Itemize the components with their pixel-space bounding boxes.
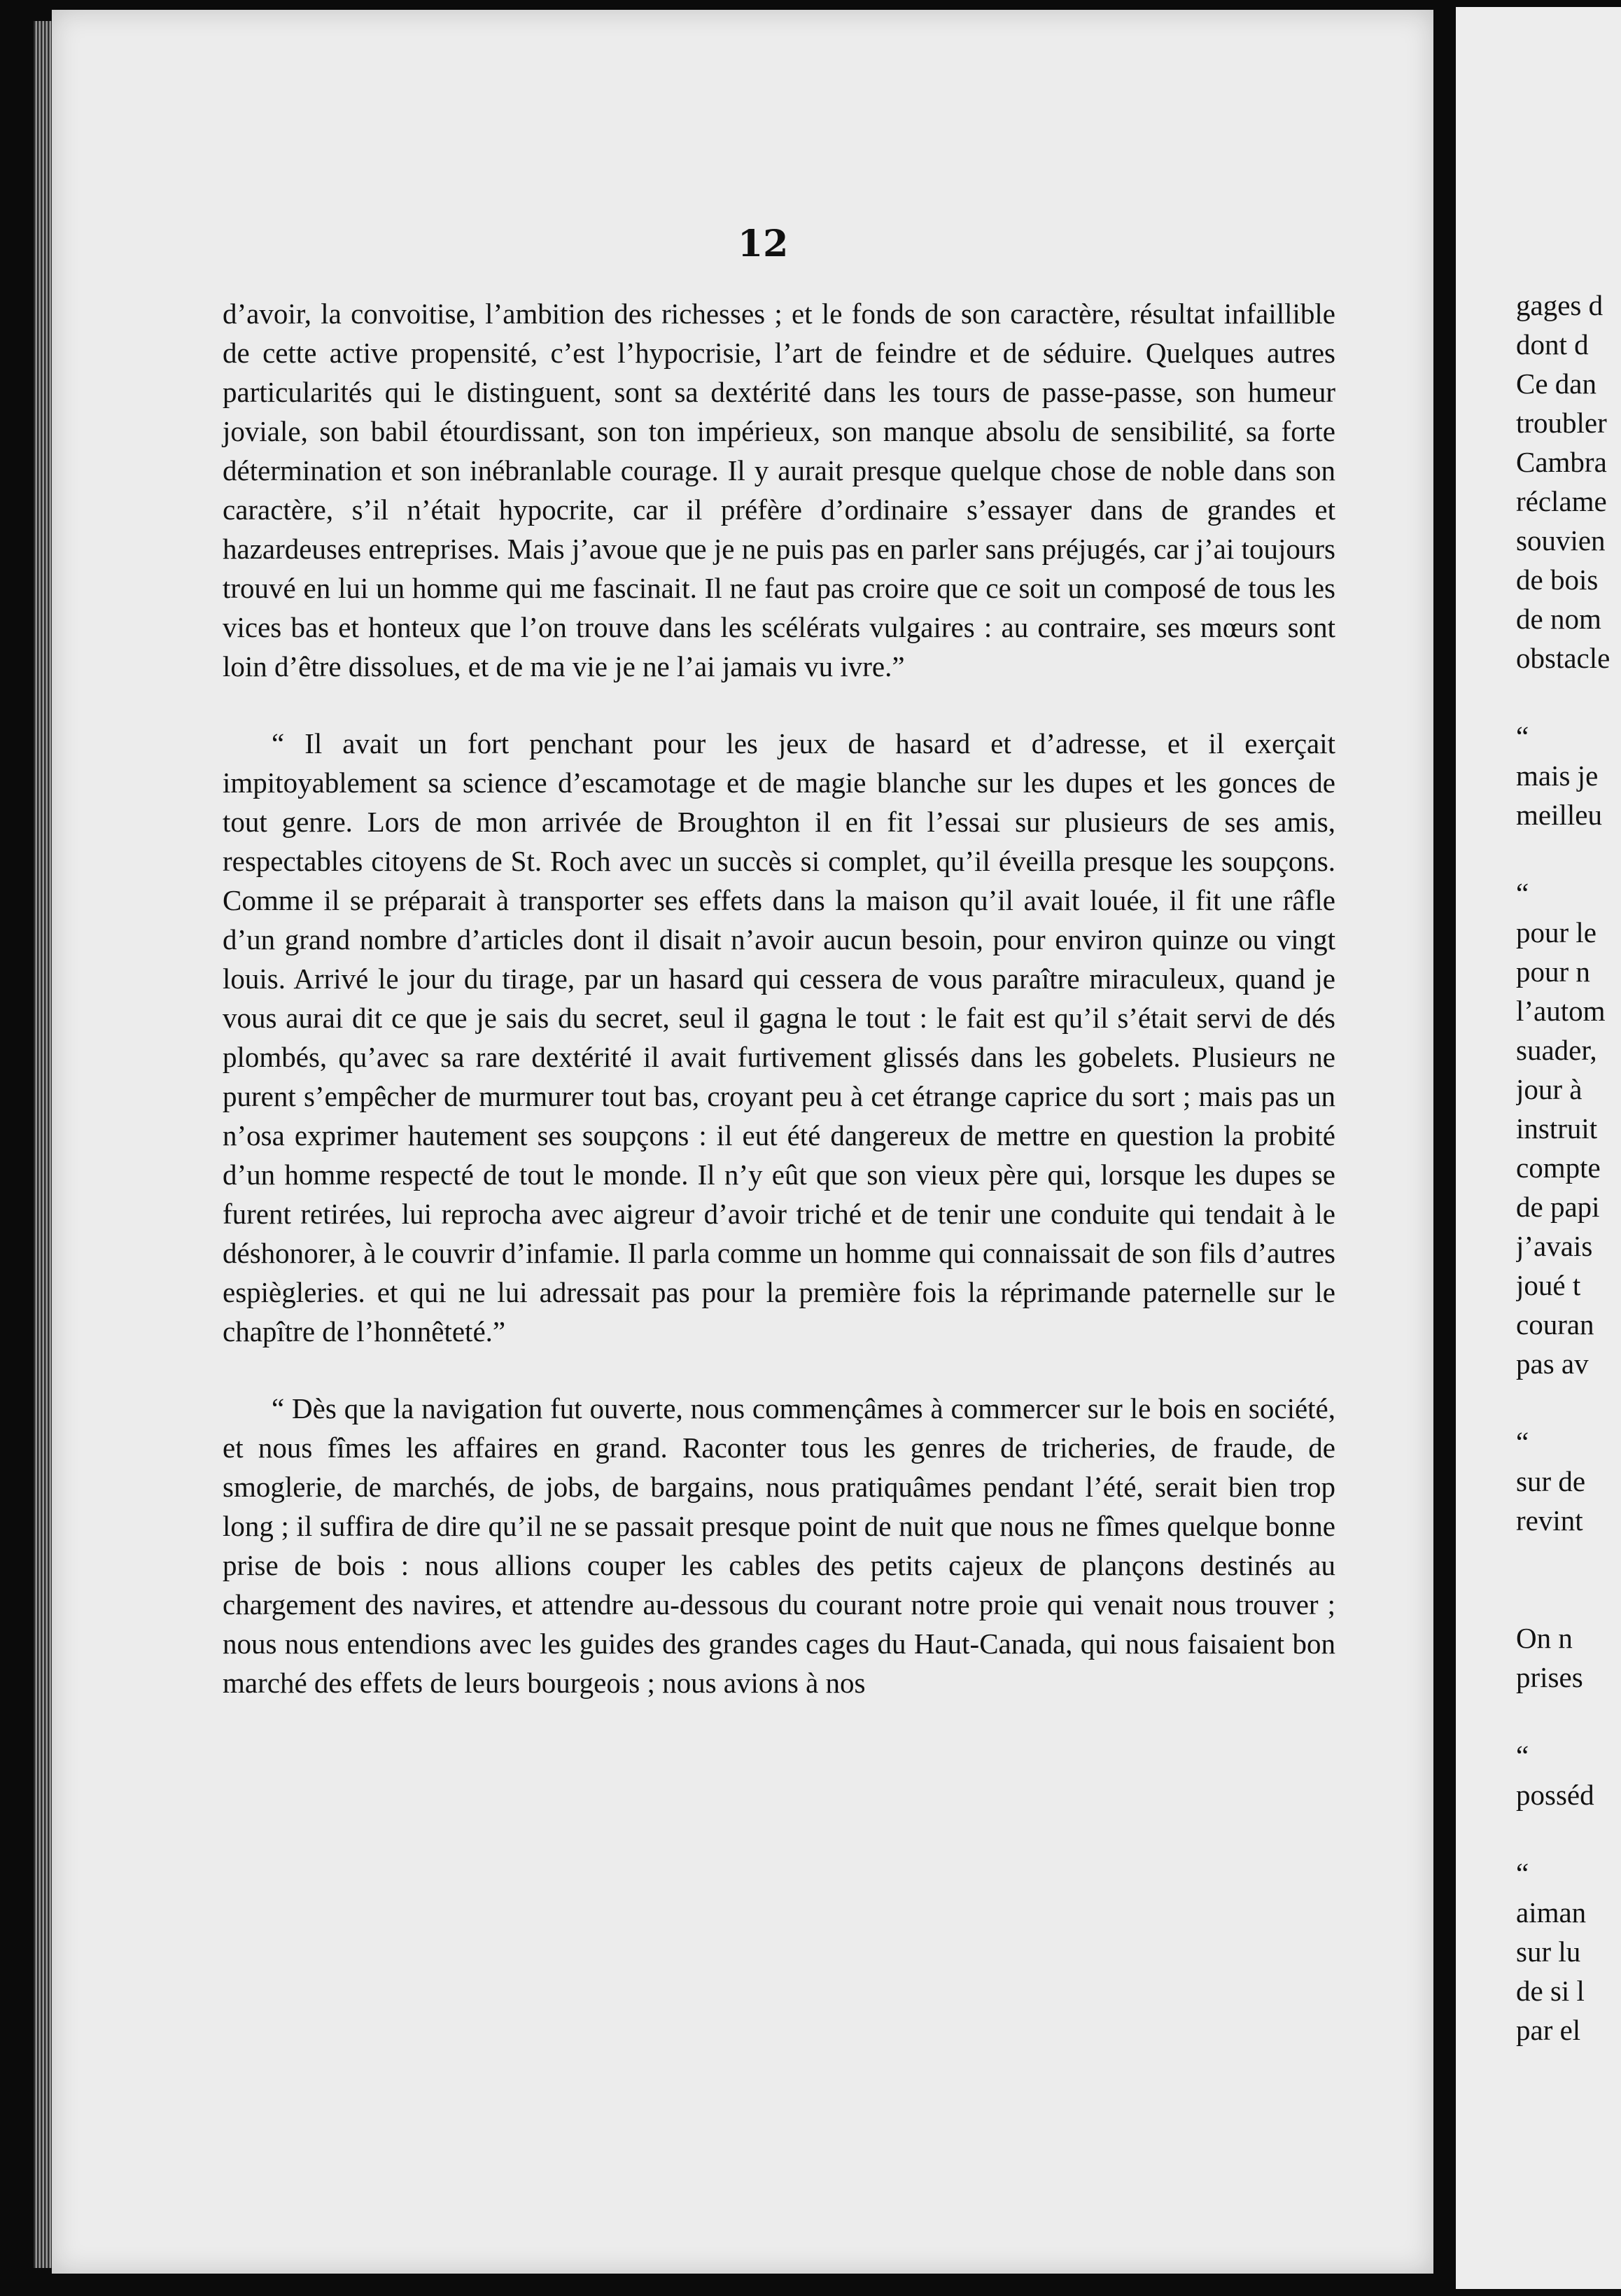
facing-page-line: “ <box>1516 720 1529 752</box>
facing-page-line: souvien <box>1516 524 1606 556</box>
facing-page-line: mais je <box>1516 760 1599 792</box>
facing-page-line <box>1516 1579 1621 1618</box>
facing-page-line: dont d <box>1516 328 1589 360</box>
facing-page-line: pas av <box>1516 1348 1589 1380</box>
facing-page-line: par el <box>1516 2014 1581 2046</box>
facing-page-line: troubler <box>1516 407 1607 439</box>
facing-page-line: de nom <box>1516 603 1601 635</box>
facing-page-line: joué t <box>1516 1269 1581 1301</box>
paragraph-1: d’avoir, la convoitise, l’ambition des richesses ; et le fonds de son caractère, résultat infaillible de cette active propensité, c’est l’hypocrisie, l’art de feindre et de séduire. Quelques autres particularités qui le distinguent, sont sa dextérité dans les tours de passe-passe, son humeur joviale, son babil étourdissant, son ton impérieux, son manque absolu de sensibilité, sa forte détermination et son inébranlable courage. Il y aurait presque quelque chose de noble dans son caractère, s’il n’était hypocrite, car il préfère d’ordinaire s’essayer dans de grandes et hazardeuses entreprises. Mais j’avoue que je ne puis pas en parler sans préjugés, car j’ai toujours trouvé en lui un homme qui me fascinait. Il ne faut pas croire que ce soit un composé de tous les vices bas et honteux que l’on trouve dans les scélérats vulgaires : au contraire, ses mœurs sont loin d’être dissolues, et de ma vie je ne l’ai jamais vu ivre.” <box>223 298 1335 682</box>
facing-page-line: revint <box>1516 1504 1583 1536</box>
page-number: 12 <box>738 223 789 265</box>
paragraph-3: “ Dès que la navigation fut ouverte, nous commençâmes à commercer sur le bois en société, et nous fîmes les affaires en grand. Raconter tous les genres de tricheries, de fraude, de smoglerie, de marchés, de jobs, de bargains, nous pratiquâmes pendant l’été, serait bien trop long ; il suffira de dire qu’il ne se passait presque point de nuit que nous ne fîmes quelque bonne prise de bois : nous allions couper les cables des petits cajeux de plançons destinés au chargement des navires, et attendre au-dessous du courant notre proie qui venait nous trouver ; nous nous entendions avec les guides des grandes cages du Haut-Canada, qui nous faisaient bon marché des effets de leurs bourgeois ; nous avions à nos <box>223 1392 1335 1699</box>
facing-page-line: réclame <box>1516 485 1607 517</box>
facing-page-line: suader, <box>1516 1034 1597 1066</box>
facing-page-line: “ <box>1516 1740 1529 1772</box>
facing-page-line: obstacle <box>1516 642 1611 674</box>
facing-page-line: jour à <box>1516 1073 1583 1105</box>
facing-page-line: de si l <box>1516 1975 1585 2007</box>
facing-page-line: de papi <box>1516 1191 1600 1223</box>
facing-page-line: On n <box>1516 1622 1573 1654</box>
facing-page-line: gages d <box>1516 289 1604 321</box>
facing-page-line: pour le <box>1516 916 1597 948</box>
facing-page-line: couran <box>1516 1308 1594 1340</box>
facing-page-line <box>1516 834 1621 874</box>
facing-page-line: Cambra <box>1516 446 1607 478</box>
facing-page-text <box>1516 286 1621 2050</box>
facing-page-line: compte <box>1516 1152 1601 1184</box>
facing-page-line: Ce dan <box>1516 368 1597 400</box>
facing-page-line: de bois <box>1516 564 1599 596</box>
facing-page-line: aiman <box>1516 1896 1587 1928</box>
facing-page-line: posséd <box>1516 1779 1594 1811</box>
facing-page-line: pour n <box>1516 955 1590 988</box>
facing-page-line <box>1516 678 1621 717</box>
facing-page-line: sur lu <box>1516 1935 1581 1968</box>
facing-page-line: instruit <box>1516 1112 1598 1144</box>
facing-page-line: l’autom <box>1516 995 1606 1027</box>
facing-page-line: “ <box>1516 1857 1529 1889</box>
facing-page-line <box>1516 1383 1621 1422</box>
paragraph-2: “ Il avait un fort penchant pour les jeux de hasard et d’adresse, et il exerçait impitoyablement sa science d’escamotage et de magie blanche sur les dupes et les gonces de tout genre. Lors de mon arrivée de Broughton il en fit l’essai sur plusieurs de ses amis, respectables citoyens de St. Roch avec un succès si complet, qu’il éveilla presque les soupçons. Comme il se préparait à transporter ses effets dans la maison qu’il avait louée, il fit une râfle d’un grand nombre d’articles dont il disait n’avoir aucun besoin, pour environ quinze ou vingt louis. Arrivé le jour du tirage, par un hasard qui cessera de vous paraître miraculeux, quand je vous aurai dit ce que je sais du secret, seul il gagna le tout : le fait est qu’il s’était servi de dés plombés, qu’avec sa rare dextérité il avait furtivement glissés dans les gobelets. Plusieurs ne purent s’empêcher de murmurer tout bas, croyant peu à cet étrange caprice du sort ; mais pas un n’osa exprimer hautement ses soupçons : il eut été dangereux de mettre en question la probité d’un homme respecté de tout le monde. Il n’y eût que son vieux père qui, lorsque les dupes se furent retirées, lui reprocha avec aigreur d’avoir triché et de tenir une conduite qui tendait à le déshonorer, à le couvrir d’infamie. Il parla comme un homme qui connaissait de son fils d’autres espiègleries. et qui ne lui adressait pas pour la première fois la réprimande paternelle sur le chapître de l’honnêteté.” <box>223 727 1335 1348</box>
facing-page-line <box>1516 1697 1621 1736</box>
facing-page-line: meilleu <box>1516 799 1602 831</box>
facing-page-line: prises <box>1516 1661 1583 1693</box>
facing-page-line: j’avais <box>1516 1230 1593 1262</box>
facing-page-line: “ <box>1516 877 1529 909</box>
page-body <box>223 294 1335 1740</box>
facing-page-line: sur de <box>1516 1465 1586 1497</box>
facing-page-line <box>1516 1540 1621 1579</box>
facing-page-line <box>1516 1814 1621 1854</box>
facing-page-line: “ <box>1516 1426 1529 1458</box>
